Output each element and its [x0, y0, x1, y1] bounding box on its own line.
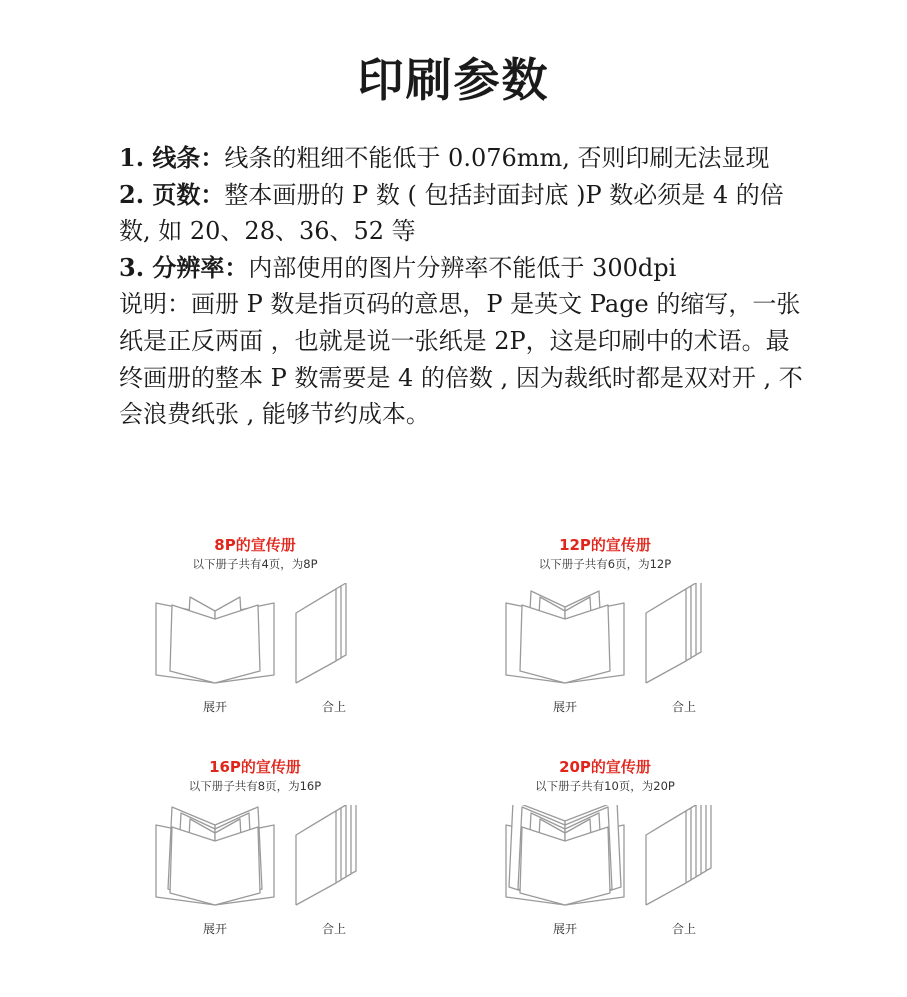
panel-title: 16P的宣传册 — [209, 758, 301, 776]
panel-title: 8P的宣传册 — [214, 536, 296, 554]
closed-book-icon — [642, 583, 722, 693]
panel-title: 20P的宣传册 — [559, 758, 651, 776]
param-label: 2. 页数： — [119, 179, 225, 209]
param-line-width — [119, 140, 809, 177]
param-text: 线条的粗细不能低于 0.076mm, 否则印刷无法显现 — [224, 144, 770, 172]
closed-book-icon — [292, 583, 372, 693]
brochure-panel-12p — [470, 535, 740, 714]
brochure-illustration — [470, 805, 740, 936]
parameters-text — [119, 140, 809, 433]
param-label: 3. 分辨率： — [119, 252, 249, 282]
param-text: 内部使用的图片分辨率不能低于 300dpi — [248, 253, 677, 282]
param-resolution — [119, 250, 809, 287]
open-book-icon — [150, 805, 280, 915]
closed-label: 合上 — [671, 700, 696, 714]
panel-title: 12P的宣传册 — [559, 536, 651, 554]
closed-label: 合上 — [321, 922, 346, 936]
brochure-illustration — [470, 583, 740, 714]
brochure-illustration — [120, 805, 390, 936]
closed-label: 合上 — [321, 700, 346, 714]
open-label: 展开 — [552, 700, 577, 714]
open-book-icon — [150, 583, 280, 693]
panel-subtitle: 以下册子共有8页，为16P — [188, 779, 322, 793]
note-text: 说明：画册 P 数是指页码的意思，P 是英文 Page 的缩写，一张纸是正反两面 ，也就是说一张纸是 2P，这是印刷中的术语。最终画册的整本 P 数需要是 4 的倍数 , 因为裁纸时都是双对开 , 不会浪费纸张 , 能够节约成本。 — [119, 290, 803, 429]
brochure-panel-20p — [470, 757, 740, 936]
panel-subtitle: 以下册子共有6页，为12P — [538, 557, 672, 571]
open-label: 展开 — [202, 700, 227, 714]
closed-label: 合上 — [671, 922, 696, 936]
open-label: 展开 — [202, 922, 227, 936]
open-book-icon — [500, 805, 630, 915]
page-title: 印刷参数 — [357, 53, 550, 107]
panel-subtitle: 以下册子共有4页，为8P — [192, 557, 318, 571]
param-page-count — [119, 177, 809, 250]
closed-book-icon — [642, 805, 722, 915]
closed-book-icon — [292, 805, 372, 915]
param-text: 整本画册的 P 数 ( 包括封面封底 )P 数必须是 4 的倍数, 如 20、28、36、52 等 — [119, 180, 784, 246]
open-book-icon — [500, 583, 630, 693]
brochure-panel-8p — [120, 535, 390, 714]
panel-subtitle: 以下册子共有10页，为20P — [535, 779, 675, 793]
open-label: 展开 — [552, 922, 577, 936]
brochure-panel-16p — [120, 757, 390, 936]
brochure-illustration — [120, 583, 390, 714]
param-label: 1. 线条： — [119, 143, 225, 172]
